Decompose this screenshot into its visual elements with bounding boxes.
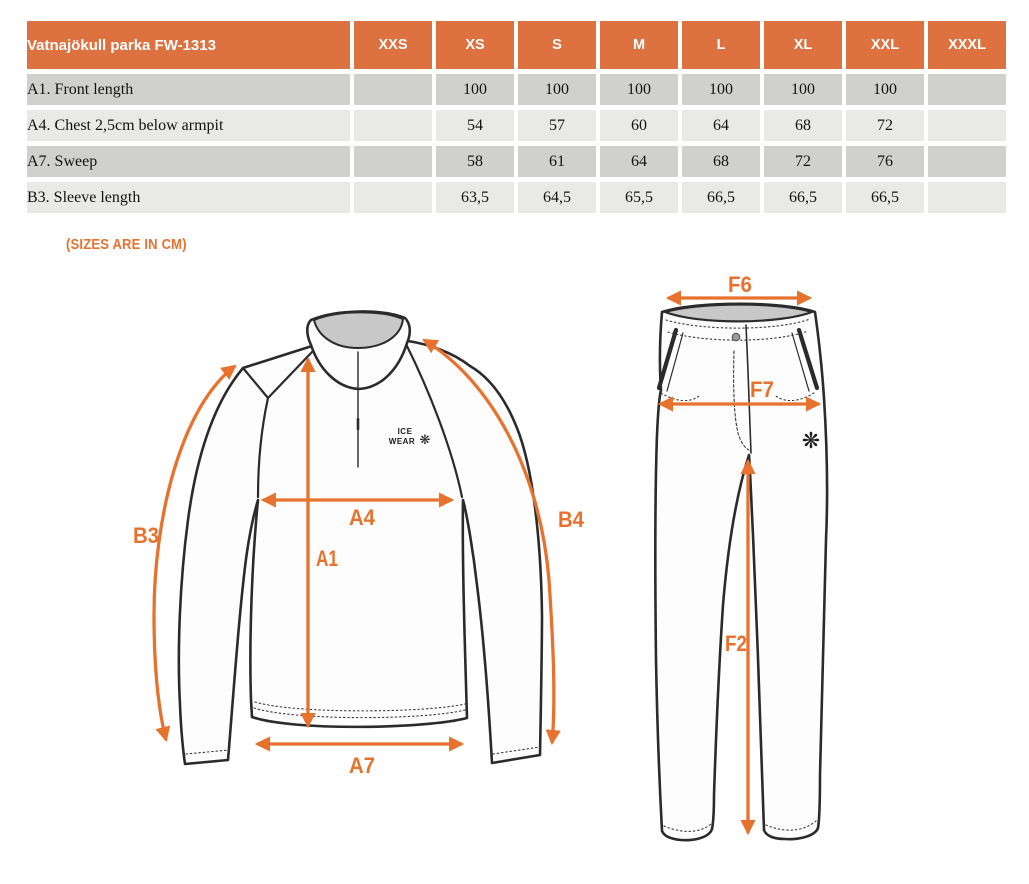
- size-value-cell: 65,5: [600, 182, 678, 213]
- size-value-cell: 68: [764, 110, 842, 141]
- size-value-cell: 54: [436, 110, 514, 141]
- column-header-xs: XS: [436, 21, 514, 69]
- label-b4: B4: [558, 507, 585, 532]
- column-header-xxs: XXS: [354, 21, 432, 69]
- column-header-s: S: [518, 21, 596, 69]
- pants-waist-button: [732, 333, 740, 341]
- pants-outline: [655, 304, 827, 840]
- size-value-cell: 64,5: [518, 182, 596, 213]
- logo-snowflake-icon: ❋: [419, 432, 431, 447]
- size-value-cell: 72: [764, 146, 842, 177]
- measurement-label: A1. Front length: [27, 74, 350, 105]
- column-header-xl: XL: [764, 21, 842, 69]
- logo-text-wear: WEAR: [388, 437, 416, 446]
- measurement-label: A4. Chest 2,5cm below armpit: [27, 110, 350, 141]
- size-value-cell: 64: [600, 146, 678, 177]
- pants-drawing: [655, 304, 827, 840]
- size-value-cell: 68: [682, 146, 760, 177]
- size-value-cell: 100: [764, 74, 842, 105]
- size-value-cell: 72: [846, 110, 924, 141]
- pants-snowflake-icon: ❋: [801, 428, 821, 453]
- size-value-cell: 66,5: [764, 182, 842, 213]
- column-header-xxl: XXL: [846, 21, 924, 69]
- size-value-cell: 66,5: [846, 182, 924, 213]
- sizes-unit-note: (SIZES ARE IN CM): [66, 237, 187, 253]
- label-f2: F2: [725, 631, 747, 656]
- logo-text-ice: ICE: [397, 427, 413, 436]
- label-a4: A4: [349, 505, 376, 530]
- jacket-drawing: [179, 311, 542, 764]
- size-value-cell: 100: [846, 74, 924, 105]
- measurement-label: B3. Sleeve length: [27, 182, 350, 213]
- size-value-cell: 100: [518, 74, 596, 105]
- label-a1: A1: [316, 546, 338, 571]
- size-value-cell: 100: [682, 74, 760, 105]
- column-header-m: M: [600, 21, 678, 69]
- size-value-cell: 58: [436, 146, 514, 177]
- product-title: Vatnajökull parka FW-1313: [27, 21, 350, 69]
- size-value-cell: 66,5: [682, 182, 760, 213]
- label-f7: F7: [750, 377, 774, 402]
- measurement-label: A7. Sweep: [27, 146, 350, 177]
- size-value-cell: 61: [518, 146, 596, 177]
- size-value-cell: 100: [436, 74, 514, 105]
- size-value-cell: 60: [600, 110, 678, 141]
- size-value-cell: 100: [600, 74, 678, 105]
- label-a7: A7: [349, 753, 375, 778]
- column-header-xxxl: XXXL: [928, 21, 1006, 69]
- size-value-cell: 63,5: [436, 182, 514, 213]
- size-value-cell: 57: [518, 110, 596, 141]
- label-f6: F6: [728, 272, 752, 297]
- size-value-cell: 76: [846, 146, 924, 177]
- size-value-cell: 64: [682, 110, 760, 141]
- column-header-l: L: [682, 21, 760, 69]
- label-b3: B3: [133, 523, 159, 548]
